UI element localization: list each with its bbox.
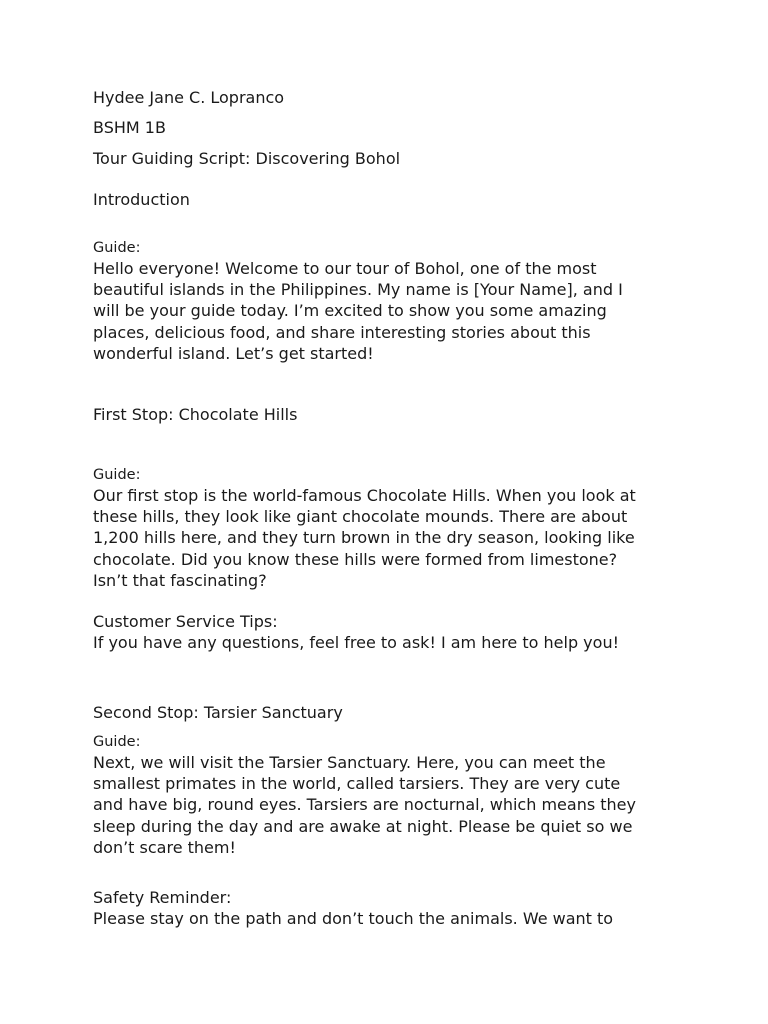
first-stop-guide-label: Guide:: [93, 467, 141, 483]
paragraph-line: don’t scare them!: [93, 837, 236, 857]
paragraph-line: and have big, round eyes. Tarsiers are nocturnal, which means they: [93, 795, 636, 815]
intro-guide-label: Guide:: [93, 240, 141, 256]
safety-reminder-text: Please stay on the path and don’t touch the animals. We want to: [93, 909, 614, 928]
second-stop-paragraph: [93, 752, 636, 858]
introduction-heading: Introduction: [93, 190, 190, 209]
paragraph-line: Next, we will visit the Tarsier Sanctuary. Here, you can meet the: [93, 753, 606, 772]
paragraph-line: Our first stop is the world-famous Chocolate Hills. When you look at: [93, 486, 636, 505]
paragraph-line: smallest primates in the world, called tarsiers. They are very cute: [93, 774, 621, 794]
paragraph-line: will be your guide today. I’m excited to show you some amazing: [93, 301, 607, 321]
paragraph-line: Hello everyone! Welcome to our tour of Bohol, one of the most: [93, 259, 597, 278]
customer-service-tips-label: Customer Service Tips:: [93, 612, 278, 631]
second-stop-heading: Second Stop: Tarsier Sanctuary: [93, 703, 343, 722]
paragraph-line: 1,200 hills here, and they turn brown in the dry season, looking like: [93, 528, 635, 548]
safety-reminder-label: Safety Reminder:: [93, 888, 232, 907]
intro-paragraph: [93, 258, 623, 364]
paragraph-line: wonderful island. Let’s get started!: [93, 343, 374, 363]
class-section: BSHM 1B: [93, 118, 166, 137]
paragraph-line: Isn’t that fascinating?: [93, 570, 267, 590]
paragraph-line: sleep during the day and are awake at night. Please be quiet so we: [93, 816, 633, 836]
second-stop-guide-label: Guide:: [93, 734, 141, 750]
paragraph-line: these hills, they look like giant chocolate mounds. There are about: [93, 507, 628, 527]
customer-service-tips-text: If you have any questions, feel free to ask! I am here to help you!: [93, 633, 619, 652]
document-title: Tour Guiding Script: Discovering Bohol: [93, 149, 401, 168]
paragraph-line: places, delicious food, and share interesting stories about this: [93, 322, 591, 342]
author-name: Hydee Jane C. Lopranco: [93, 88, 285, 107]
first-stop-heading: First Stop: Chocolate Hills: [93, 405, 298, 424]
paragraph-line: beautiful islands in the Philippines. My name is [Your Name], and I: [93, 280, 623, 300]
first-stop-paragraph: [93, 485, 636, 591]
paragraph-line: chocolate. Did you know these hills were formed from limestone?: [93, 549, 618, 569]
